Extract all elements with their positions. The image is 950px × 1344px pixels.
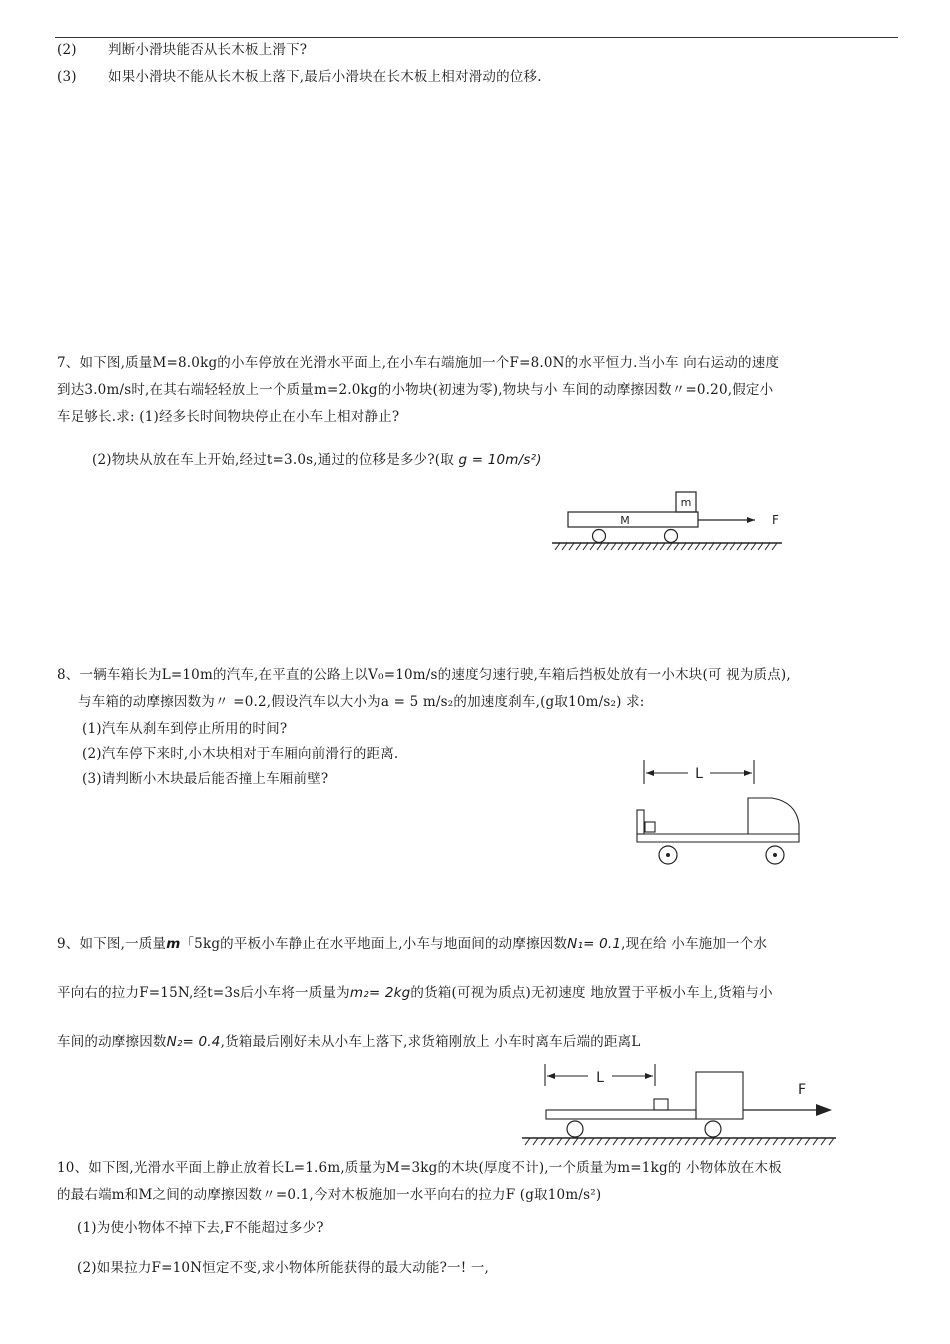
- ground-hatch: [637, 1138, 642, 1145]
- p9-friction-1: N₁= 0.1: [567, 936, 622, 952]
- cart-wheel-right: [665, 530, 678, 543]
- ground-hatch: [653, 1138, 658, 1145]
- problem-7-question-2: (2)物块从放在车上开始,经过t=3.0s,通过的位移是多少?(取: [92, 452, 454, 468]
- problem-9-line-3: [57, 1032, 641, 1052]
- p9-l3-a: 车间的动摩擦因数: [57, 1034, 167, 1050]
- ground-hatch: [573, 1138, 578, 1145]
- ground-hatch: [723, 543, 728, 550]
- p9-l1-b: 「5kg的平板小车静止在水平地面上,小车与地面间的动摩擦因数: [180, 936, 568, 952]
- ground-hatch: [813, 1138, 818, 1145]
- ground-hatch: [695, 543, 700, 550]
- problem-8-item-3: (3)请判断小木块最后能否撞上车厢前壁?: [82, 771, 329, 787]
- p9-l2-a: 平向右的拉力F=15N,经t=3s后小车将一质量为: [57, 985, 350, 1001]
- ground-hatch: [667, 543, 672, 550]
- problem-8-line-1: 8、一辆车箱长为L=10m的汽车,在平直的公路上以V₀=10m/s的速度匀速行驶,车箱后挡板处放有一小木块(可 视为质点),: [57, 667, 791, 683]
- cart-wheel-left: [567, 1121, 583, 1137]
- ground-hatch: [741, 1138, 746, 1145]
- label-m: m: [680, 496, 692, 509]
- ground-hatch: [716, 543, 721, 550]
- ground-hatch: [737, 543, 742, 550]
- ground-hatch: [773, 1138, 778, 1145]
- ground-hatch: [772, 543, 777, 550]
- p9-mass-2: m₂= 2kg: [349, 985, 411, 1001]
- ground-hatch: [613, 1138, 618, 1145]
- ground-hatch: [701, 1138, 706, 1145]
- problem-10-line-2: 的最右端m和M之间的动摩擦因数〃=0.1,今对木板施加一水平向右的拉力F (g取10m/s²): [57, 1187, 602, 1203]
- ground-hatch: [702, 543, 707, 550]
- ground-hatch: [765, 543, 770, 550]
- ground-hatch: [583, 543, 588, 550]
- p9-l1-a: 9、如下图,一质量: [57, 936, 167, 952]
- label-F: F: [797, 1082, 807, 1098]
- ground-hatch: [625, 543, 630, 550]
- ground-hatch: [589, 1138, 594, 1145]
- ground-hatch: [685, 1138, 690, 1145]
- ground-hatch: [805, 1138, 810, 1145]
- problem-10-item-2: (2)如果拉力F=10N恒定不变,求小物体所能获得的最大动能?一! 一,: [77, 1260, 490, 1276]
- ground-hatch: [597, 1138, 602, 1145]
- problem-8-item-1: (1)汽车从刹车到停止所用的时间?: [82, 721, 288, 737]
- ground-hatch: [569, 543, 574, 550]
- ground-hatch: [757, 1138, 762, 1145]
- ground-hatch: [660, 543, 665, 550]
- ground-hatch: [565, 1138, 570, 1145]
- problem-7-line-3: 车足够长.求: (1)经多长时间物块停止在小车上相对静止?: [57, 409, 400, 425]
- cart-wheel-right: [705, 1121, 721, 1137]
- ground-hatch: [733, 1138, 738, 1145]
- figure-truck: [630, 758, 810, 870]
- ground-hatch: [661, 1138, 666, 1145]
- ground-hatch: [555, 543, 560, 550]
- ground-hatch: [789, 1138, 794, 1145]
- ground-hatch: [549, 1138, 554, 1145]
- ground-hatch: [618, 543, 623, 550]
- label-F: F: [772, 513, 779, 527]
- ground-hatch: [725, 1138, 730, 1145]
- label-L: L: [695, 766, 703, 782]
- p9-friction-2: N₂= 0.4: [166, 1034, 221, 1050]
- ground-hatch: [557, 1138, 562, 1145]
- problem-7-line-2: 到达3.0m/s时,在其右端轻轻放上一个质量m=2.0kg的小物块(初速为零),物块与小 车间的动摩擦因数〃=0.20,假定小: [57, 382, 774, 398]
- p9-l2-b: 的货箱(可视为质点)无初速度 地放置于平板小车上,货箱与小: [410, 985, 773, 1001]
- ground-hatch: [758, 543, 763, 550]
- item-3-text: 如果小滑块不能从长木板上落下,最后小滑块在长木板上相对滑动的位移.: [108, 69, 542, 85]
- ground-hatch: [821, 1138, 826, 1145]
- ground-hatch: [611, 543, 616, 550]
- ground-hatch: [751, 543, 756, 550]
- ground-hatch: [674, 543, 679, 550]
- problem-9-line-2: [57, 983, 773, 1003]
- ground-hatch: [653, 543, 658, 550]
- ground-hatch: [709, 1138, 714, 1145]
- ground-hatch: [541, 1138, 546, 1145]
- gravity-formula: g = 10m/s²): [458, 452, 542, 468]
- p9-l1-c: ,现在给 小车施加一个水: [621, 936, 768, 952]
- ground-hatch: [688, 543, 693, 550]
- p9-l3-b: ,货箱最后刚好未从小车上落下,求货箱刚放上 小车时离车后端的距离L: [220, 1034, 641, 1050]
- ground-hatch: [717, 1138, 722, 1145]
- ground-hatch: [645, 1138, 650, 1145]
- ground-hatch: [581, 1138, 586, 1145]
- ground-hatch: [709, 543, 714, 550]
- problem-8-line-2: 与车箱的动摩擦因数为〃 =0.2,假设汽车以大小为a = 5 m/s₂的加速度刹车,(g取10m/s₂) 求:: [78, 694, 645, 710]
- problem-7-line-4: [92, 450, 542, 470]
- item-2-number: (2): [57, 42, 77, 58]
- label-L: L: [596, 1070, 604, 1086]
- ground-hatch: [765, 1138, 770, 1145]
- ground-hatch: [604, 543, 609, 550]
- cart-wheel-left: [593, 530, 606, 543]
- header-rule: [55, 37, 898, 38]
- item-2-text: 判断小滑块能否从长木板上滑下?: [108, 42, 308, 58]
- problem-10-line-1: 10、如下图,光滑水平面上静止放着长L=1.6m,质量为M=3kg的木块(厚度不计),一个质量为m=1kg的 小物体放在木板: [57, 1160, 782, 1176]
- label-M: M: [620, 514, 630, 527]
- figure-flatbed-cart: [520, 1062, 840, 1150]
- ground-hatch: [605, 1138, 610, 1145]
- ground-hatch: [829, 1138, 834, 1145]
- ground-hatch: [677, 1138, 682, 1145]
- ground-hatch: [621, 1138, 626, 1145]
- figure-cart-block: [550, 488, 790, 553]
- ground-hatch: [632, 543, 637, 550]
- ground-hatch: [639, 543, 644, 550]
- problem-7-line-1: 7、如下图,质量M=8.0kg的小车停放在光滑水平面上,在小车右端施加一个F=8.0N的水平恒力.当小车 向右运动的速度: [57, 355, 780, 371]
- problem-9-line-1: [57, 934, 767, 954]
- ground-hatch: [597, 543, 602, 550]
- ground-hatch: [562, 543, 567, 550]
- p9-mass-symbol: m: [166, 936, 181, 952]
- ground-hatch: [525, 1138, 530, 1145]
- ground-hatch: [576, 543, 581, 550]
- problem-10-item-1: (1)为使小物体不掉下去,F不能超过多少?: [77, 1220, 324, 1236]
- item-3-number: (3): [57, 69, 77, 85]
- ground-hatch: [669, 1138, 674, 1145]
- ground-hatch: [629, 1138, 634, 1145]
- ground-hatch: [681, 543, 686, 550]
- ground-hatch: [590, 543, 595, 550]
- problem-8-item-2: (2)汽车停下来时,小木块相对于车厢向前滑行的距离.: [82, 746, 399, 762]
- ground-hatch: [781, 1138, 786, 1145]
- ground-hatch: [744, 543, 749, 550]
- ground-hatch: [797, 1138, 802, 1145]
- ground-hatch: [730, 543, 735, 550]
- ground-hatch: [533, 1138, 538, 1145]
- ground-hatch: [749, 1138, 754, 1145]
- ground-hatch: [646, 543, 651, 550]
- ground-hatch: [693, 1138, 698, 1145]
